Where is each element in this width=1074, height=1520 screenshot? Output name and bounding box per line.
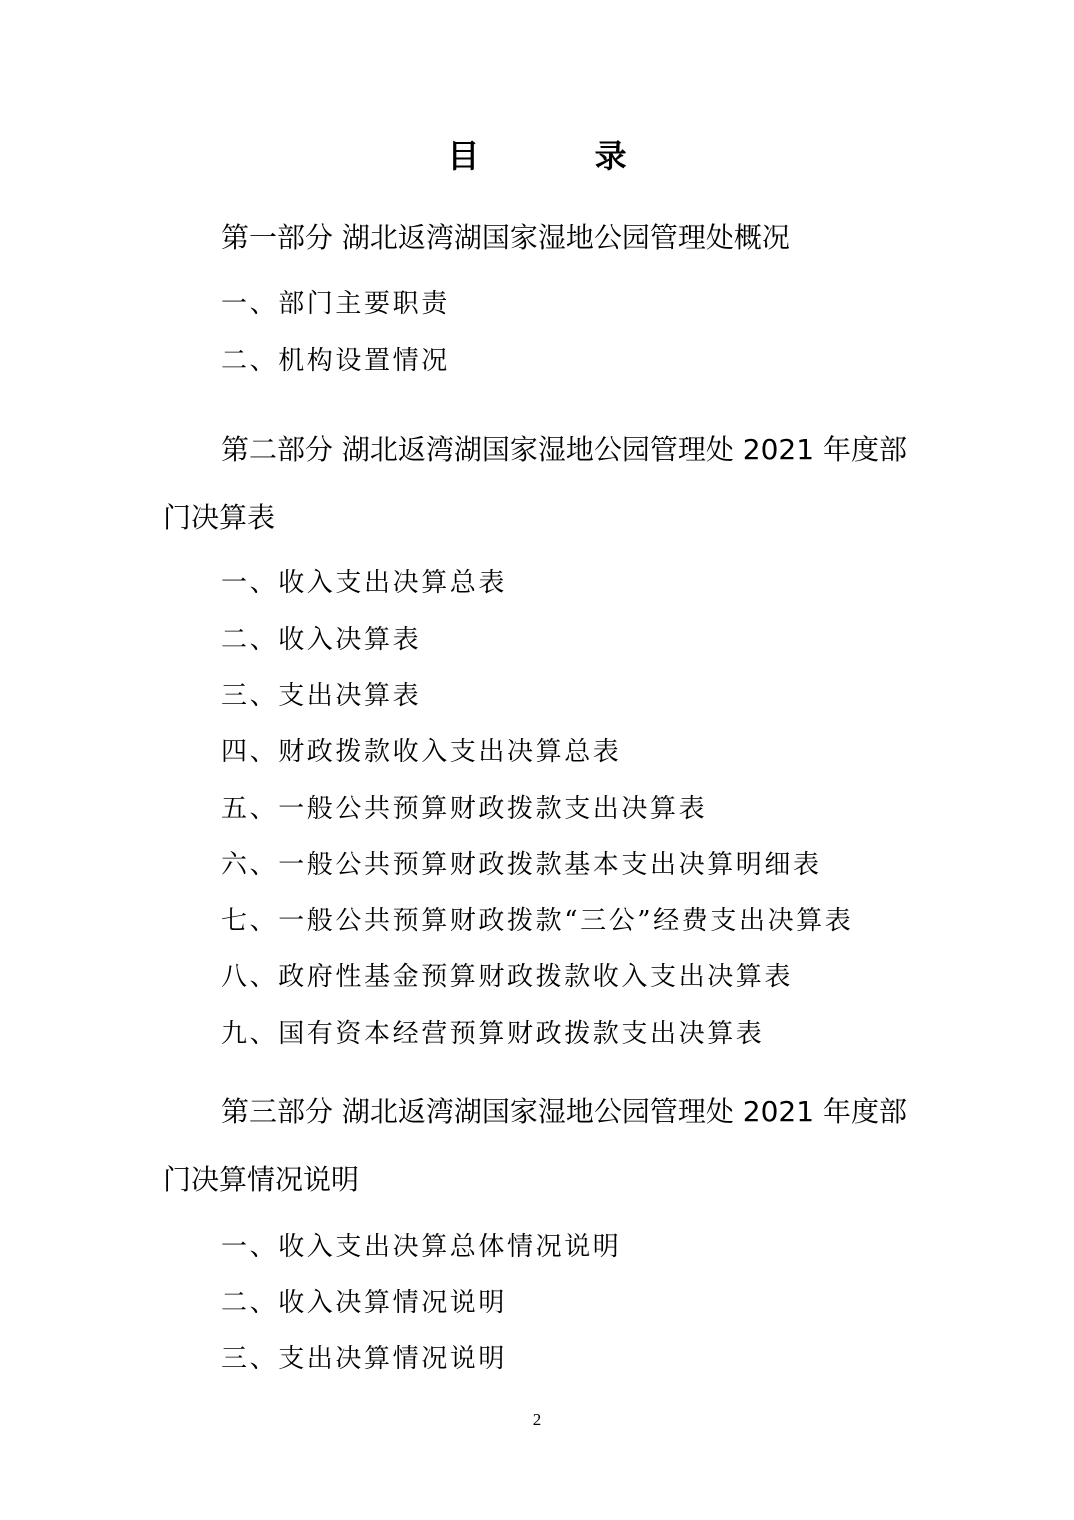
- part2-item-7: 七、一般公共预算财政拨款“三公”经费支出决算表: [221, 906, 854, 936]
- part2-item-4: 四、财政拨款收入支出决算总表: [221, 737, 622, 767]
- part1-item-2: 二、机构设置情况: [221, 346, 450, 376]
- part2-item-8: 八、政府性基金预算财政拨款收入支出决算表: [221, 962, 794, 992]
- part2-item-9: 九、国有资本经营预算财政拨款支出决算表: [221, 1019, 765, 1049]
- toc-title: 目 录: [447, 137, 679, 175]
- part1-heading: 第一部分 湖北返湾湖国家湿地公园管理处概况: [221, 221, 790, 254]
- part3-item-3: 三、支出决算情况说明: [221, 1344, 508, 1374]
- part3-item-2: 二、收入决算情况说明: [221, 1288, 508, 1318]
- part2-heading: 第二部分 湖北返湾湖国家湿地公园管理处 2021 年度部门决算表: [163, 433, 907, 534]
- part3-item-1: 一、收入支出决算总体情况说明: [221, 1232, 622, 1262]
- page-number: 2: [532, 1410, 542, 1429]
- part2-item-3: 三、支出决算表: [221, 681, 422, 711]
- part1-item-1: 一、部门主要职责: [221, 289, 450, 319]
- part2-item-1: 一、收入支出决算总表: [221, 568, 508, 598]
- part2-item-5: 五、一般公共预算财政拨款支出决算表: [221, 794, 708, 824]
- part2-item-6: 六、一般公共预算财政拨款基本支出决算明细表: [221, 850, 822, 880]
- part3-heading: 第三部分 湖北返湾湖国家湿地公园管理处 2021 年度部门决算情况说明: [163, 1095, 907, 1196]
- part2-item-2: 二、收入决算表: [221, 625, 422, 655]
